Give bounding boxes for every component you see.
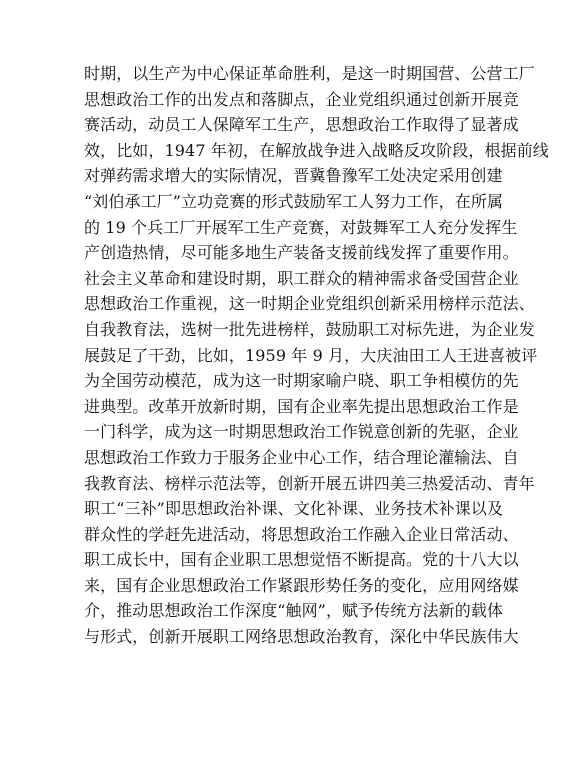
- text-line: 职工“三补”即思想政治补课、文化补课、业务技术补课以及: [84, 499, 504, 519]
- text-line: 职工成长中，国有企业职工思想觉悟不断提高。党的十八大以: [84, 550, 519, 570]
- text-line: 的 19 个兵工厂开展军工生产竞赛，对鼓舞军工人充分发挥生: [84, 217, 518, 237]
- body-text: [84, 61, 549, 650]
- text-line: 展鼓足了干劲，比如，1959 年 9 月，大庆油田工人王进喜被评: [84, 345, 538, 365]
- text-line: 思想政治工作的出发点和落脚点，企业党组织通过创新开展竞: [84, 89, 519, 109]
- text-line: 产创造热情，尽可能多地生产装备支援前线发挥了重要作用。: [84, 243, 519, 263]
- text-line: 来，国有企业思想政治工作紧跟形势任务的变化，应用网络媒: [84, 575, 519, 595]
- text-line: 赛活动，动员工人保障军工生产，思想政治工作取得了显著成: [84, 115, 519, 135]
- text-line: 与形式，创新开展职工网络思想政治教育，深化中华民族伟大: [84, 627, 519, 647]
- text-line: 进典型。改革开放新时期，国有企业率先提出思想政治工作是: [84, 396, 519, 416]
- text-line: 自我教育法，选树一批先进榜样，鼓励职工对标先进，为企业发: [84, 319, 535, 339]
- text-line: 思想政治工作重视，这一时期企业党组织创新采用榜样示范法、: [84, 294, 535, 314]
- text-line: 效，比如，1947 年初，在解放战争进入战略反攻阶段，根据前线: [84, 140, 549, 160]
- text-line: 社会主义革命和建设时期，职工群众的精神需求备受国营企业: [84, 268, 519, 288]
- text-line: 思想政治工作致力于服务企业中心工作，结合理论灌输法、自: [84, 447, 519, 467]
- text-line: “刘伯承工厂”立功竞赛的形式鼓励军工人努力工作，在所属: [84, 191, 504, 211]
- text-line: 群众性的学赶先进活动，将思想政治工作融入企业日常活动、: [84, 524, 519, 544]
- text-line: 时期，以生产为中心保证革命胜利，是这一时期国营、公营工厂: [84, 64, 535, 83]
- text-line: 为全国劳动模范，成为这一时期家喻户晓、职工争相模仿的先: [84, 371, 519, 391]
- text-line: 介，推动思想政治工作深度“触网”，赋予传统方法新的载体: [84, 601, 504, 621]
- text-line: 我教育法、榜样示范法等，创新开展五讲四美三热爱活动、青年: [84, 473, 535, 493]
- text-line: 对弹药需求增大的实际情况，晋冀鲁豫军工处决定采用创建: [84, 166, 503, 186]
- text-line: 一门科学，成为这一时期思想政治工作锐意创新的先驱，企业: [84, 422, 519, 442]
